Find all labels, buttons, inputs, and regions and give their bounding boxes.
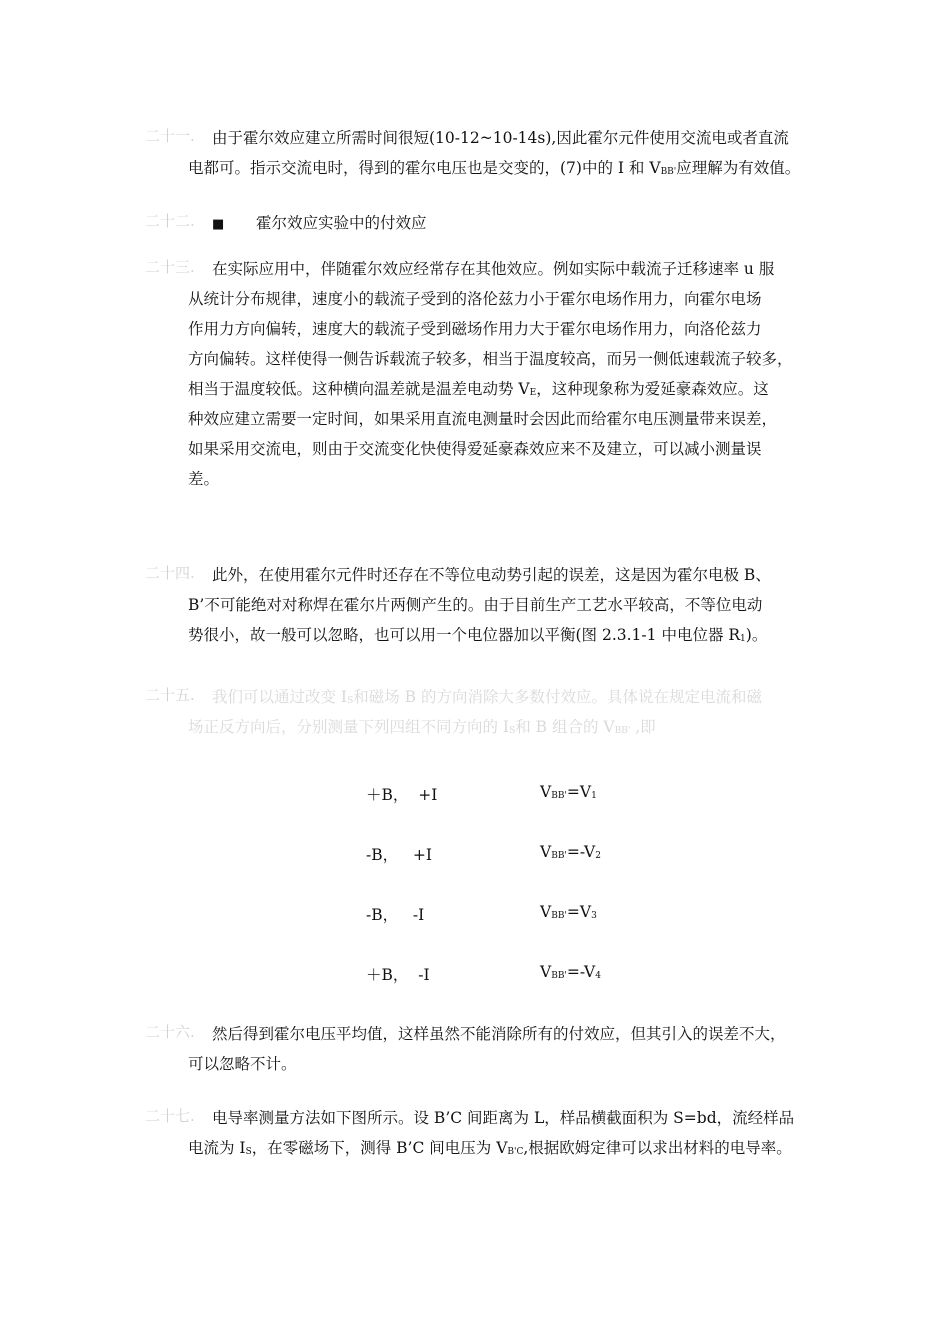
paragraph-line: 相当于温度较低。这种横向温差就是温差电动势 $V_E$，这种现象称为爱延豪森效应。这 (188, 380, 769, 398)
paragraph-line: 然后得到霍尔电压平均值，这样虽然不能消除所有的付效应，但其引入的误差不大， (212, 1025, 786, 1043)
paragraph-27 (145, 1103, 817, 1163)
paragraph-line: 可以忽略不计。 (188, 1055, 297, 1073)
paragraph-line: 在实际应用中，伴随霍尔效应经常存在其他效应。例如实际中载流子迁移速率 u 服 (212, 260, 775, 278)
paragraph-line: 从统计分布规律，速度小的载流子受到的洛伦兹力小于霍尔电场作用力，向霍尔电场 (188, 290, 762, 308)
item-number: 二十三. (145, 258, 195, 276)
document-page: 二十一. 由于霍尔效应建立所需时间很短(10-12~10-14s),因此霍尔元件使用交流电或者直流 电都可。指示交流电时，得到的霍尔电压也是交变的，(7)中的 I 和 $V_{BB'}$应理解为有效值。 二十二. ■ 霍尔效应实验中的付效应 二十三. 在实际应用中，伴随霍尔效应经常存在其他效应。例如实际中载流子迁移速率 u 服 从统计分布规律，速度小的载流子受到的洛伦兹力小于霍尔电场作用力，向霍尔电场 作用力方向偏转，速度大的载流子受到磁场作用力大于霍尔电场作用力，向洛伦兹力 方向偏转。这样使得一侧告诉载流子较多，相当于温度较高，而另一侧低速载流子较多， 相当于温度较低。这种横向温差就是温差电动势 $V_E$，这种现象称为爱延豪森效应。这 种效应建立需要一定时间，如果采用直流电测量时会因此而给霍尔电压测量带来误差， 如果采用交流电，则由于交流变化快使得爱延豪森效应来不及建立，可以减小测量误 差。 二十四. 此外，在使用霍尔元件时还存在不等位电动势引起的误差，这是因为霍尔电极 B、 B’不可能绝对对称焊在霍尔片两侧产生的。由于目前生产工艺水平较高，不等位电动 势很小，故一般可以忽略，也可以用一个电位器加以平衡(图 2.3.1-1 中电位器 $R_1$)。 二十五. 我们可以通过改变 $I_S$和磁场 B 的方向消除大多数付效应。具体说在规定电流和磁 场正反方向后，分别测量下列四组不同方向的 $I_S$和 B 组合的 $V_{BB'}$ ,即 ＋B， +I $V_{BB'}=V_1$ -B， +I $V_{BB'}=-V_2$ -B， -I $V_{BB'}=V_3$ ＋B， -I $V_{BB'}=-V_4$ 二十六. 然后得到霍尔电压平均值，这样虽然不能消除所有的付效应，但其引入的误差不大， 可以忽略不计。 二十七. 电导率测量方法如下图所示。设 B’C 间距离为 L，样品横截面积为 S=bd，流经样品 电流为 $I_S$，在零磁场下，测得 B’C 间电压为 $V_{B'C}$,根据欧姆定律可以求出材料的电导率。 (0, 0, 950, 1344)
item-number: 二十二. (145, 212, 195, 230)
paragraph-line: 电导率测量方法如下图所示。设 B’C 间距离为 L，样品横截面积为 S=bd，流经样品 (212, 1109, 795, 1127)
item-number: 二十六. (145, 1023, 195, 1041)
paragraph-line: 电都可。指示交流电时，得到的霍尔电压也是交变的，(7)中的 I 和 $V_{BB'}$应理解为有效值。 (188, 159, 801, 177)
paragraph-line: 如果采用交流电，则由于交流变化快使得爱延豪森效应来不及建立，可以减小测量误 (188, 440, 762, 458)
item-number: 二十四. (145, 564, 195, 582)
item-number: 二十五. (145, 686, 195, 704)
paragraph-24 (145, 560, 817, 650)
paragraph-line: 我们可以通过改变 $I_S$和磁场 B 的方向消除大多数付效应。具体说在规定电流和磁 (212, 688, 762, 706)
paragraph-line: 方向偏转。这样使得一侧告诉载流子较多，相当于温度较高，而另一侧低速载流子较多， (188, 350, 793, 368)
paragraph-21 (145, 123, 817, 183)
item-number: 二十七. (145, 1107, 195, 1125)
paragraph-line: 电流为 $I_S$，在零磁场下，测得 B’C 间电压为 $V_{B'C}$,根据欧姆定律可以求出材料的电导率。 (188, 1139, 792, 1157)
paragraph-line: B’不可能绝对对称焊在霍尔片两侧产生的。由于目前生产工艺水平较高，不等位电动 (188, 596, 763, 614)
paragraph-line: 种效应建立需要一定时间，如果采用直流电测量时会因此而给霍尔电压测量带来误差， (188, 410, 778, 428)
paragraph-25 (145, 682, 817, 742)
item-number: 二十一. (145, 127, 195, 145)
paragraph-line: 此外，在使用霍尔元件时还存在不等位电动势引起的误差，这是因为霍尔电极 B、 (212, 566, 771, 584)
section-heading-22 (145, 208, 817, 240)
paragraph-line: 差。 (188, 470, 220, 488)
paragraph-line: 作用力方向偏转，速度大的载流子受到磁场作用力大于霍尔电场作用力，向洛伦兹力 (188, 320, 762, 338)
paragraph-26 (145, 1019, 817, 1079)
paragraph-line: 势很小，故一般可以忽略，也可以用一个电位器加以平衡(图 2.3.1-1 中电位器 $R_1$)。 (188, 626, 768, 644)
paragraph-line: 场正反方向后，分别测量下列四组不同方向的 $I_S$和 B 组合的 $V_{BB'}$ ,即 (188, 718, 656, 736)
square-bullet-icon: ■ (212, 217, 225, 232)
section-heading: 霍尔效应实验中的付效应 (256, 214, 427, 232)
paragraph-23 (145, 254, 817, 494)
paragraph-line: 由于霍尔效应建立所需时间很短(10-12~10-14s),因此霍尔元件使用交流电或者直流 (212, 129, 789, 147)
